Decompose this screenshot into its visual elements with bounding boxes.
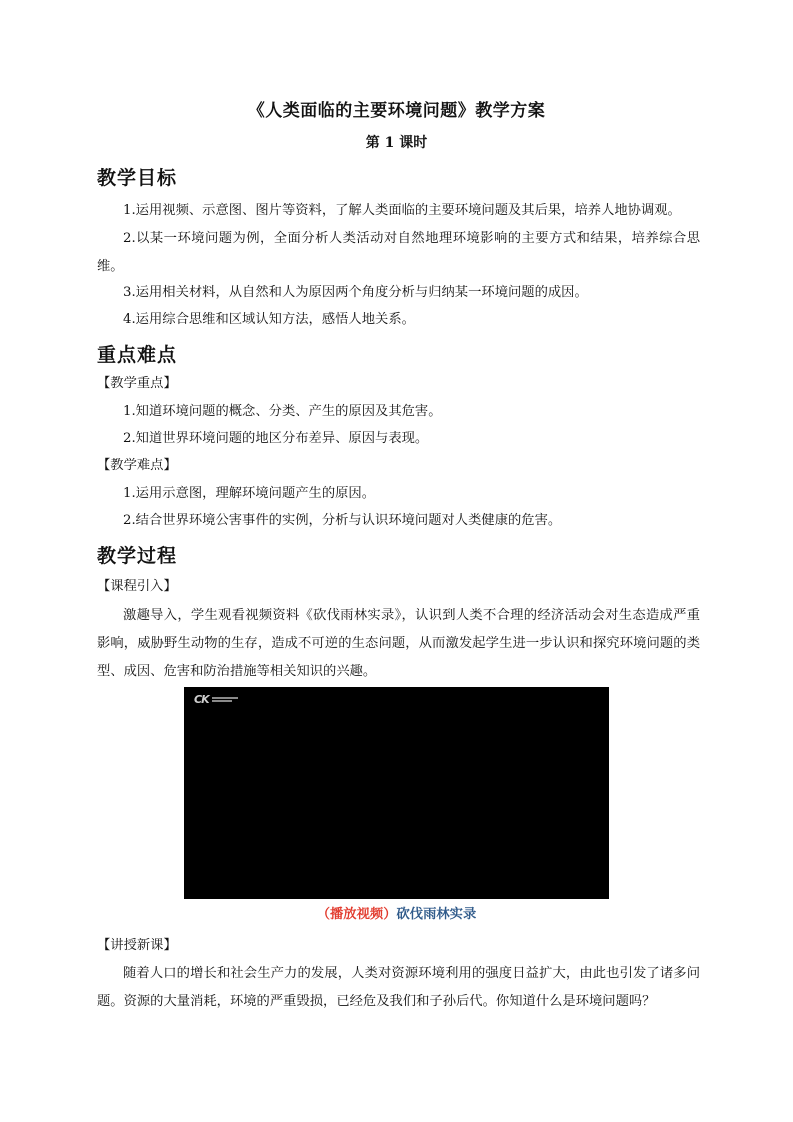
difficulty-item-1: 1.运用示意图，理解环境问题产生的原因。 (123, 486, 376, 501)
logo-mark-icon: CK (194, 693, 209, 706)
objective-item-4: 4.运用综合思维和区域认知方法，感悟人地关系。 (123, 312, 415, 327)
video-title: 砍伐雨林实录 (396, 907, 477, 922)
difficulty-item-2: 2.结合世界环境公害事件的实例，分析与认识环境问题对人类健康的危害。 (123, 513, 562, 528)
play-video-link[interactable]: （播放视频） (316, 907, 397, 922)
heading-key-points: 重点难点 (97, 344, 178, 366)
video-player[interactable] (184, 687, 609, 899)
focus-item-1: 1.知道环境问题的概念、分类、产生的原因及其危害。 (123, 404, 442, 419)
intro-label: 【课程引入】 (97, 579, 177, 594)
heading-process: 教学过程 (97, 545, 178, 567)
heading-objectives: 教学目标 (97, 167, 178, 189)
document-subtitle: 第 1 课时 (365, 135, 428, 151)
objective-item-1: 1.运用视频、示意图、图片等资料，了解人类面临的主要环境问题及其后果，培养人地协调观。 (123, 203, 681, 218)
new-lesson-label: 【讲授新课】 (97, 938, 177, 953)
intro-text: 激趣导入，学生观看视频资料《砍伐雨林实录》，认识到人类不合理的经济活动会对生态造成严重影响，威胁野生动物的生存，造成不可逆的生态问题，从而激发起学生进一步认识和探究环境问题的类型、成因、危害和防治措施等相关知识的兴趣。 (97, 608, 700, 679)
document-title: 《人类面临的主要环境问题》教学方案 (247, 101, 546, 121)
objective-item-3: 3.运用相关材料，从自然和人为原因两个角度分析与归纳某一环境问题的成因。 (123, 285, 588, 300)
objective-item-2: 2.以某一环境问题为例，全面分析人类活动对自然地理环境影响的主要方式和结果，培养综合思维。 (97, 231, 700, 274)
new-lesson-text: 随着人口的增长和社会生产力的发展，人类对资源环境利用的强度日益扩大，由此也引发了诸多问题。资源的大量消耗，环境的严重毁损，已经危及我们和子孙后代。你知道什么是环境问题吗？ (97, 966, 700, 1009)
focus-item-2: 2.知道世界环境问题的地区分布差异、原因与表现。 (123, 431, 429, 446)
focus-label: 【教学重点】 (97, 376, 177, 391)
video-caption (0, 903, 793, 922)
video-logo (194, 693, 238, 706)
difficulty-label: 【教学难点】 (97, 458, 177, 473)
